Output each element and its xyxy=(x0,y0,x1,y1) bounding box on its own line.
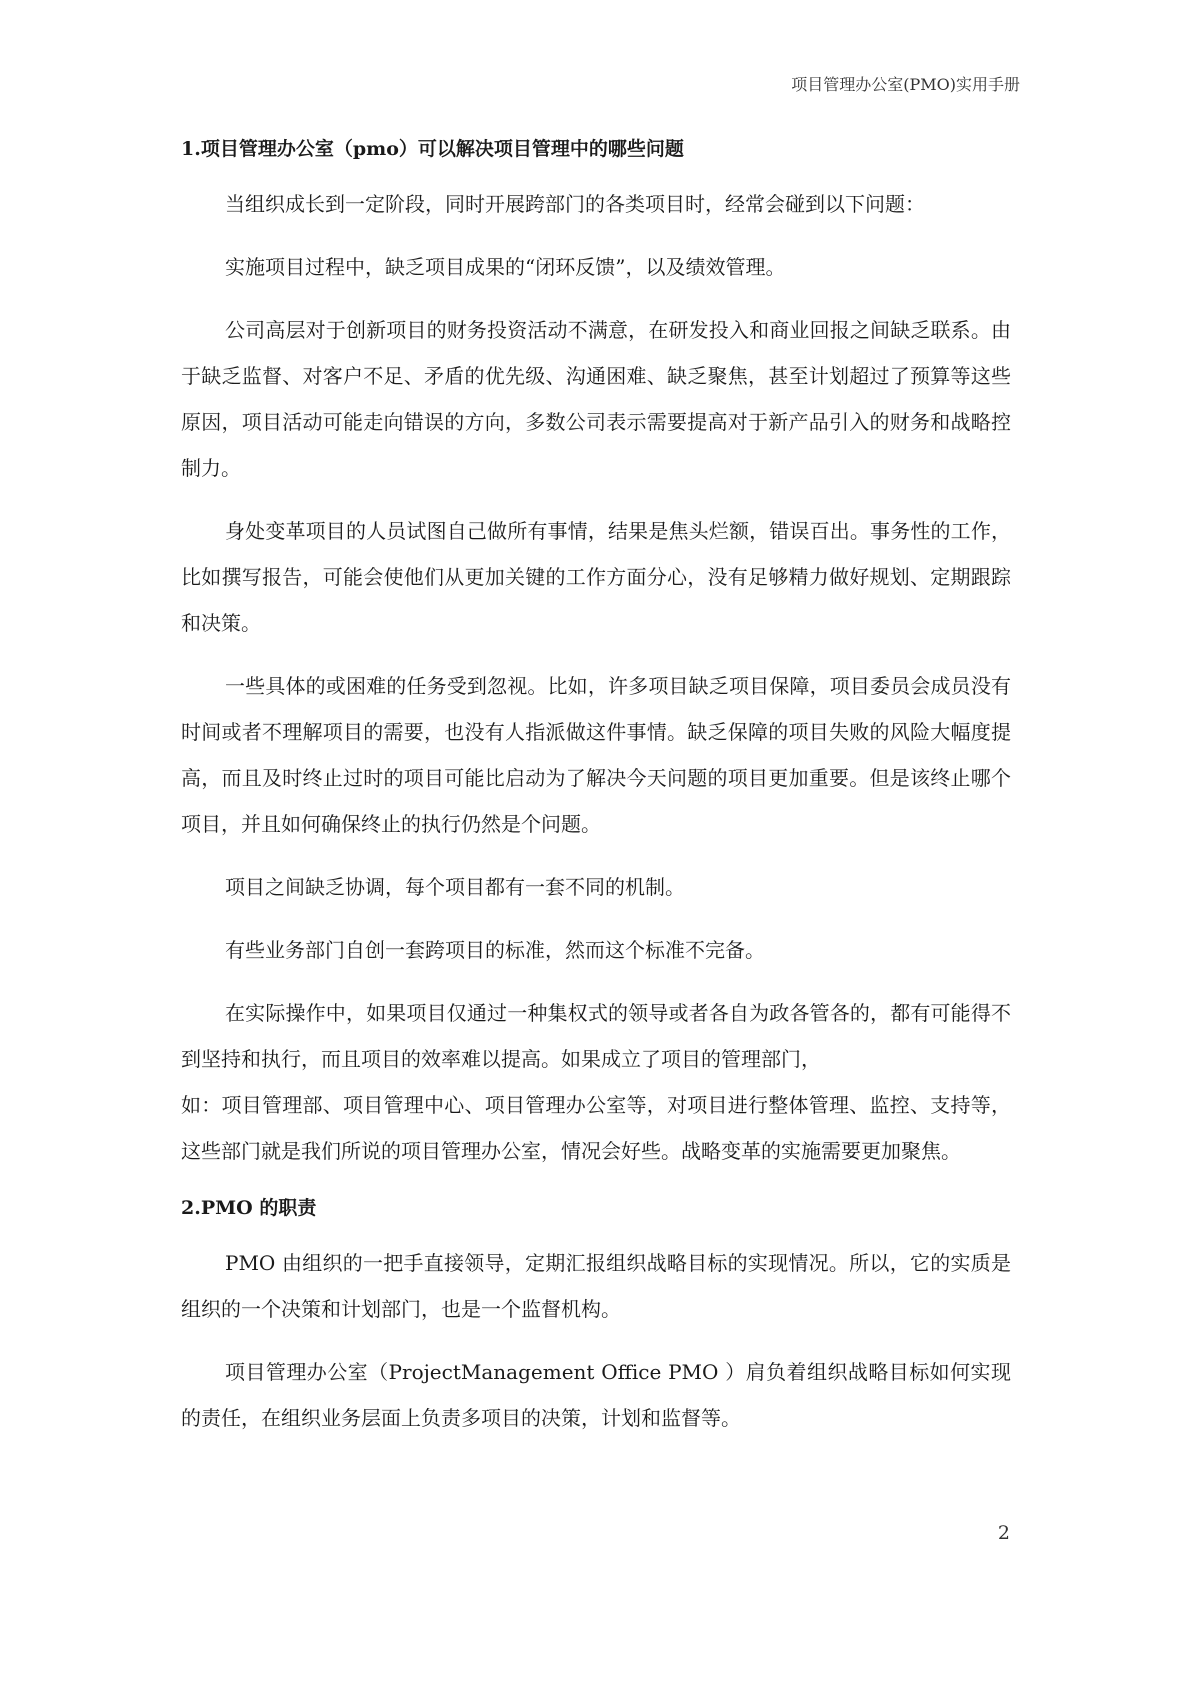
paragraph: 实施项目过程中，缺乏项目成果的“闭环反馈”，以及绩效管理。 xyxy=(225,255,786,279)
paragraph: 公司高层对于创新项目的财务投资活动不满意，在研发投入和商业回报之间缺乏联系。由于缺乏监督、对客户不足、矛盾的优先级、沟通困难、缺乏聚焦，甚至计划超过了预算等这些原因，项目活动可能走向错误的方向，多数公司表示需要提高对于新产品引入的财务和战略控制力。 xyxy=(181,318,1011,480)
section-heading-1: 1.项目管理办公室（pmo）可以解决项目管理中的哪些问题 xyxy=(181,138,684,160)
paragraph: 当组织成长到一定阶段，同时开展跨部门的各类项目时，经常会碰到以下问题： xyxy=(225,192,925,216)
paragraph: 有些业务部门自创一套跨项目的标准，然而这个标准不完备。 xyxy=(225,938,765,962)
page-number: 2 xyxy=(997,1522,1010,1544)
paragraph: 身处变革项目的人员试图自己做所有事情，结果是焦头烂额，错误百出。事务性的工作，比如撰写报告，可能会使他们从更加关键的工作方面分心，没有足够精力做好规划、定期跟踪和决策。 xyxy=(181,519,1011,635)
document-body xyxy=(181,132,1011,1441)
running-header: 项目管理办公室(PMO)实用手册 xyxy=(791,75,1020,94)
paragraph: PMO 由组织的一把手直接领导，定期汇报组织战略目标的实现情况。所以，它的实质是组织的一个决策和计划部门，也是一个监督机构。 xyxy=(181,1251,1011,1321)
paragraph: 在实际操作中，如果项目仅通过一种集权式的领导或者各自为政各管各的，都有可能得不到坚持和执行，而且项目的效率难以提高。如果成立了项目的管理部门， xyxy=(181,1001,1011,1071)
paragraph: 项目管理办公室（ProjectManagement Office PMO ）肩负着组织战略目标如何实现的责任，在组织业务层面上负责多项目的决策，计划和监督等。 xyxy=(181,1360,1011,1430)
paragraph: 如：项目管理部、项目管理中心、项目管理办公室等，对项目进行整体管理、监控、支持等，这些部门就是我们所说的项目管理办公室，情况会好些。战略变革的实施需要更加聚焦。 xyxy=(181,1093,1011,1163)
section-heading-2: 2.PMO 的职责 xyxy=(181,1197,317,1219)
paragraph: 项目之间缺乏协调，每个项目都有一套不同的机制。 xyxy=(225,875,685,899)
paragraph: 一些具体的或困难的任务受到忽视。比如，许多项目缺乏项目保障，项目委员会成员没有时间或者不理解项目的需要，也没有人指派做这件事情。缺乏保障的项目失败的风险大幅度提高，而且及时终止过时的项目可能比启动为了解决今天问题的项目更加重要。但是该终止哪个项目，并且如何确保终止的执行仍然是个问题。 xyxy=(181,674,1011,836)
